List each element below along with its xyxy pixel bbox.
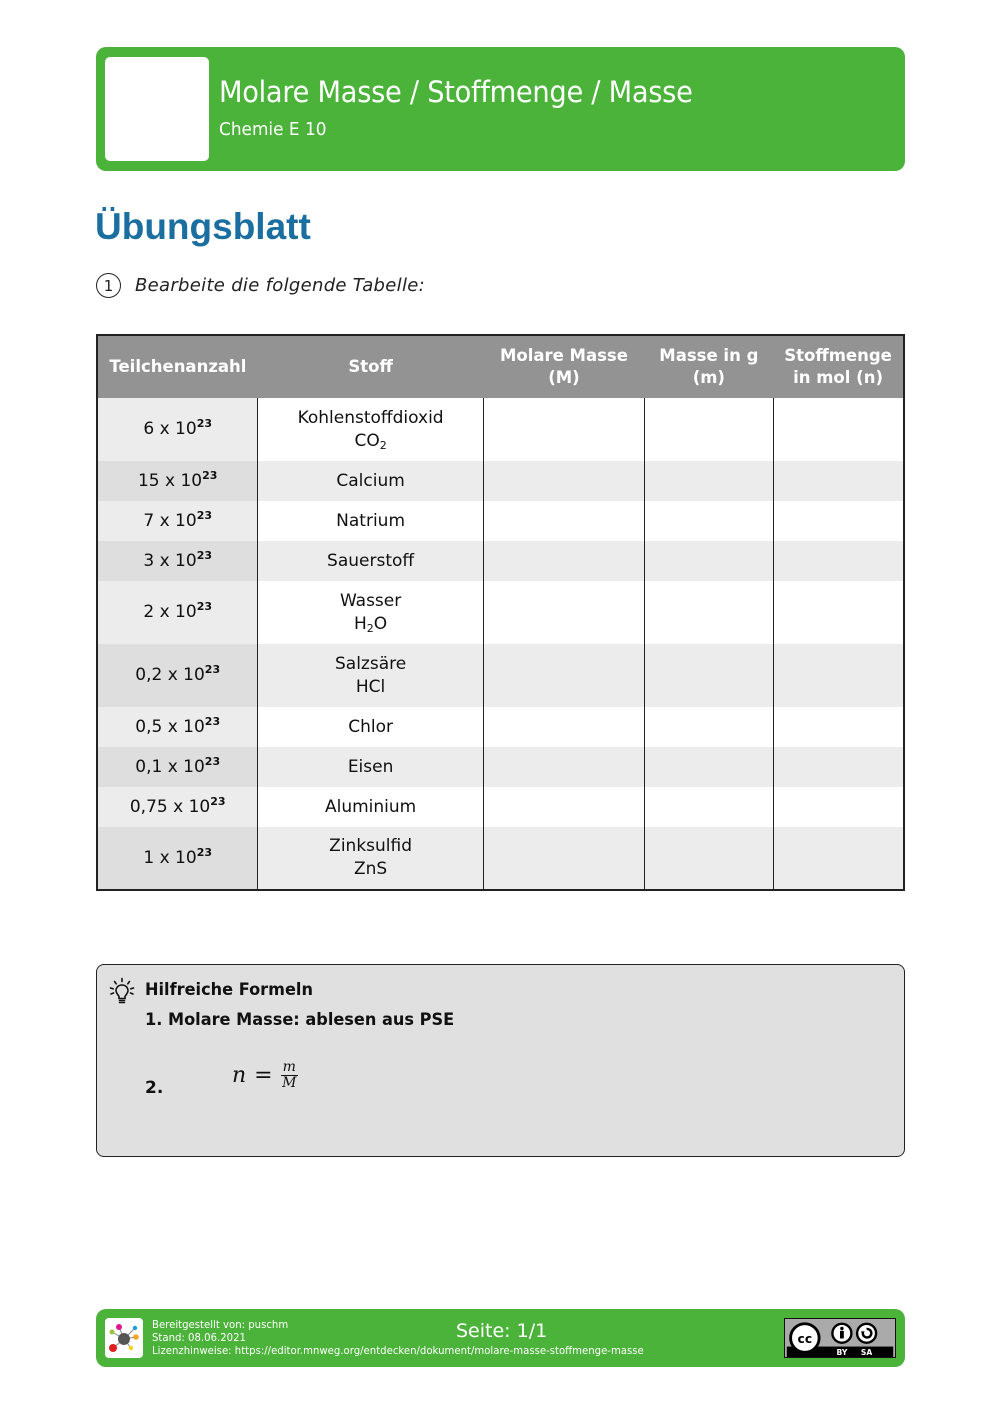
provided-by: Bereitgestellt von: puschm (152, 1318, 289, 1331)
cell-molar-mass-input[interactable] (483, 747, 644, 787)
substance-name: Eisen (347, 756, 394, 777)
table-row (97, 581, 904, 644)
cell-mass-input[interactable] (645, 461, 774, 501)
lightbulb-icon (109, 977, 135, 1007)
cell-substance (258, 461, 483, 501)
table-row (97, 827, 904, 890)
table-row (97, 461, 904, 501)
table-row (97, 398, 904, 461)
task-instruction: Bearbeite die folgende Tabelle: (135, 275, 425, 296)
table-row (97, 501, 904, 541)
tip-item-number-2: 2. (145, 1078, 164, 1098)
document-subtitle: Chemie E 10 (219, 119, 327, 140)
substance-formula: $H_2O$ (354, 613, 388, 635)
cell-substance (258, 747, 483, 787)
cell-mass-input[interactable] (645, 398, 774, 461)
cell-mass-input[interactable] (645, 501, 774, 541)
table-row (97, 707, 904, 747)
cell-substance (258, 707, 483, 747)
svg-text:BY: BY (836, 1348, 848, 1358)
formula-equals: = (254, 1063, 273, 1088)
substance-name: Sauerstoff (327, 550, 415, 571)
column-header-stoffmenge: Stoffmenge in mol (n) (773, 335, 904, 398)
cell-amount-input[interactable] (773, 707, 904, 747)
column-header-molare-masse: Molare Masse (M) (483, 335, 644, 398)
column-header-masse: Masse in g (m) (645, 335, 774, 398)
license-link[interactable]: Lizenzhinweise: https://editor.mnweg.org/entdecken/dokument/molare-masse-stoffmenge-masse (152, 1344, 644, 1357)
header-banner (96, 47, 905, 171)
table-header-row (97, 335, 904, 398)
page-indicator: Seite: 1/1 (456, 1320, 548, 1342)
cell-amount-input[interactable] (773, 581, 904, 644)
svg-text:cc: cc (797, 1331, 813, 1346)
cell-molar-mass-input[interactable] (483, 644, 644, 707)
cell-mass-input[interactable] (645, 541, 774, 581)
cell-substance (258, 827, 483, 890)
svg-text:SA: SA (860, 1348, 873, 1358)
header-logo-placeholder (105, 57, 209, 161)
formula-n-equals-m-over-M (232, 1060, 298, 1091)
tips-title: Hilfreiche Formeln (145, 980, 313, 1000)
cell-substance (258, 787, 483, 827)
mnweg-logo-icon (105, 1318, 143, 1358)
cell-mass-input[interactable] (645, 787, 774, 827)
formula-denominator: M (282, 1075, 297, 1091)
cell-amount-input[interactable] (773, 644, 904, 707)
cell-amount-input[interactable] (773, 501, 904, 541)
substance-name: Chlor (348, 716, 393, 737)
substance-formula: HCl (355, 676, 386, 697)
formula-numerator: m (282, 1059, 296, 1075)
cell-substance (258, 398, 483, 461)
task-1 (96, 273, 425, 298)
cell-particle-count: 0,2 x $10^{23}$ (97, 644, 258, 707)
cell-mass-input[interactable] (645, 644, 774, 707)
cell-particle-count: 15 x $10^{23}$ (97, 461, 258, 501)
cell-substance (258, 581, 483, 644)
cell-particle-count: 2 x $10^{23}$ (97, 581, 258, 644)
document-title: Molare Masse / Stoffmenge / Masse (219, 75, 693, 109)
cell-particle-count: 0,5 x $10^{23}$ (97, 707, 258, 747)
cell-substance (258, 501, 483, 541)
cell-particle-count: 0,75 x $10^{23}$ (97, 787, 258, 827)
table-row (97, 747, 904, 787)
tip-item-molar-mass: 1. Molare Masse: ablesen aus PSE (145, 1010, 455, 1030)
cell-particle-count: 3 x $10^{23}$ (97, 541, 258, 581)
cell-particle-count: 0,1 x $10^{23}$ (97, 747, 258, 787)
worksheet-table (96, 334, 905, 891)
formula-fraction (281, 1060, 298, 1091)
cell-mass-input[interactable] (645, 747, 774, 787)
task-number-badge: 1 (96, 273, 121, 298)
column-header-stoff: Stoff (258, 335, 483, 398)
substance-name: Wasser (339, 590, 402, 611)
substance-formula: $CO_2$ (354, 430, 387, 452)
substance-formula: ZnS (353, 859, 388, 879)
cell-particle-count: 7 x $10^{23}$ (97, 501, 258, 541)
column-header-teilchenanzahl: Teilchenanzahl (97, 335, 258, 398)
cell-mass-input[interactable] (645, 827, 774, 890)
cell-amount-input[interactable] (773, 827, 904, 890)
formula-lhs: n (232, 1063, 247, 1088)
cell-amount-input[interactable] (773, 541, 904, 581)
cc-by-sa-license-icon[interactable] (784, 1318, 896, 1358)
cell-substance (258, 644, 483, 707)
substance-name: Kohlenstoffdioxid (297, 407, 444, 428)
cell-particle-count: 1 x $10^{23}$ (97, 827, 258, 890)
cell-molar-mass-input[interactable] (483, 787, 644, 827)
table-row (97, 541, 904, 581)
cell-substance (258, 541, 483, 581)
cell-particle-count: 6 x $10^{23}$ (97, 398, 258, 461)
cell-amount-input[interactable] (773, 461, 904, 501)
cell-molar-mass-input[interactable] (483, 541, 644, 581)
cell-molar-mass-input[interactable] (483, 707, 644, 747)
footer-metadata (152, 1318, 687, 1357)
table-row (97, 787, 904, 827)
substance-name: Salzsäre (334, 653, 407, 674)
cell-molar-mass-input[interactable] (483, 581, 644, 644)
substance-name: Zinksulfid (329, 836, 413, 856)
cell-molar-mass-input[interactable] (483, 398, 644, 461)
substance-name: Aluminium (324, 796, 417, 817)
date-stamp: Stand: 08.06.2021 (152, 1331, 247, 1344)
cell-amount-input[interactable] (773, 747, 904, 787)
substance-name: Calcium (336, 470, 405, 491)
cell-amount-input[interactable] (773, 787, 904, 827)
cell-amount-input[interactable] (773, 398, 904, 461)
helpful-formulas-box (96, 964, 905, 1157)
cell-mass-input[interactable] (645, 707, 774, 747)
substance-name: Natrium (336, 510, 406, 531)
cell-molar-mass-input[interactable] (483, 501, 644, 541)
cell-molar-mass-input[interactable] (483, 461, 644, 501)
footer-banner (96, 1309, 905, 1367)
cell-molar-mass-input[interactable] (483, 827, 644, 890)
table-row (97, 644, 904, 707)
cell-mass-input[interactable] (645, 581, 774, 644)
page-title: Übungsblatt (95, 206, 311, 247)
